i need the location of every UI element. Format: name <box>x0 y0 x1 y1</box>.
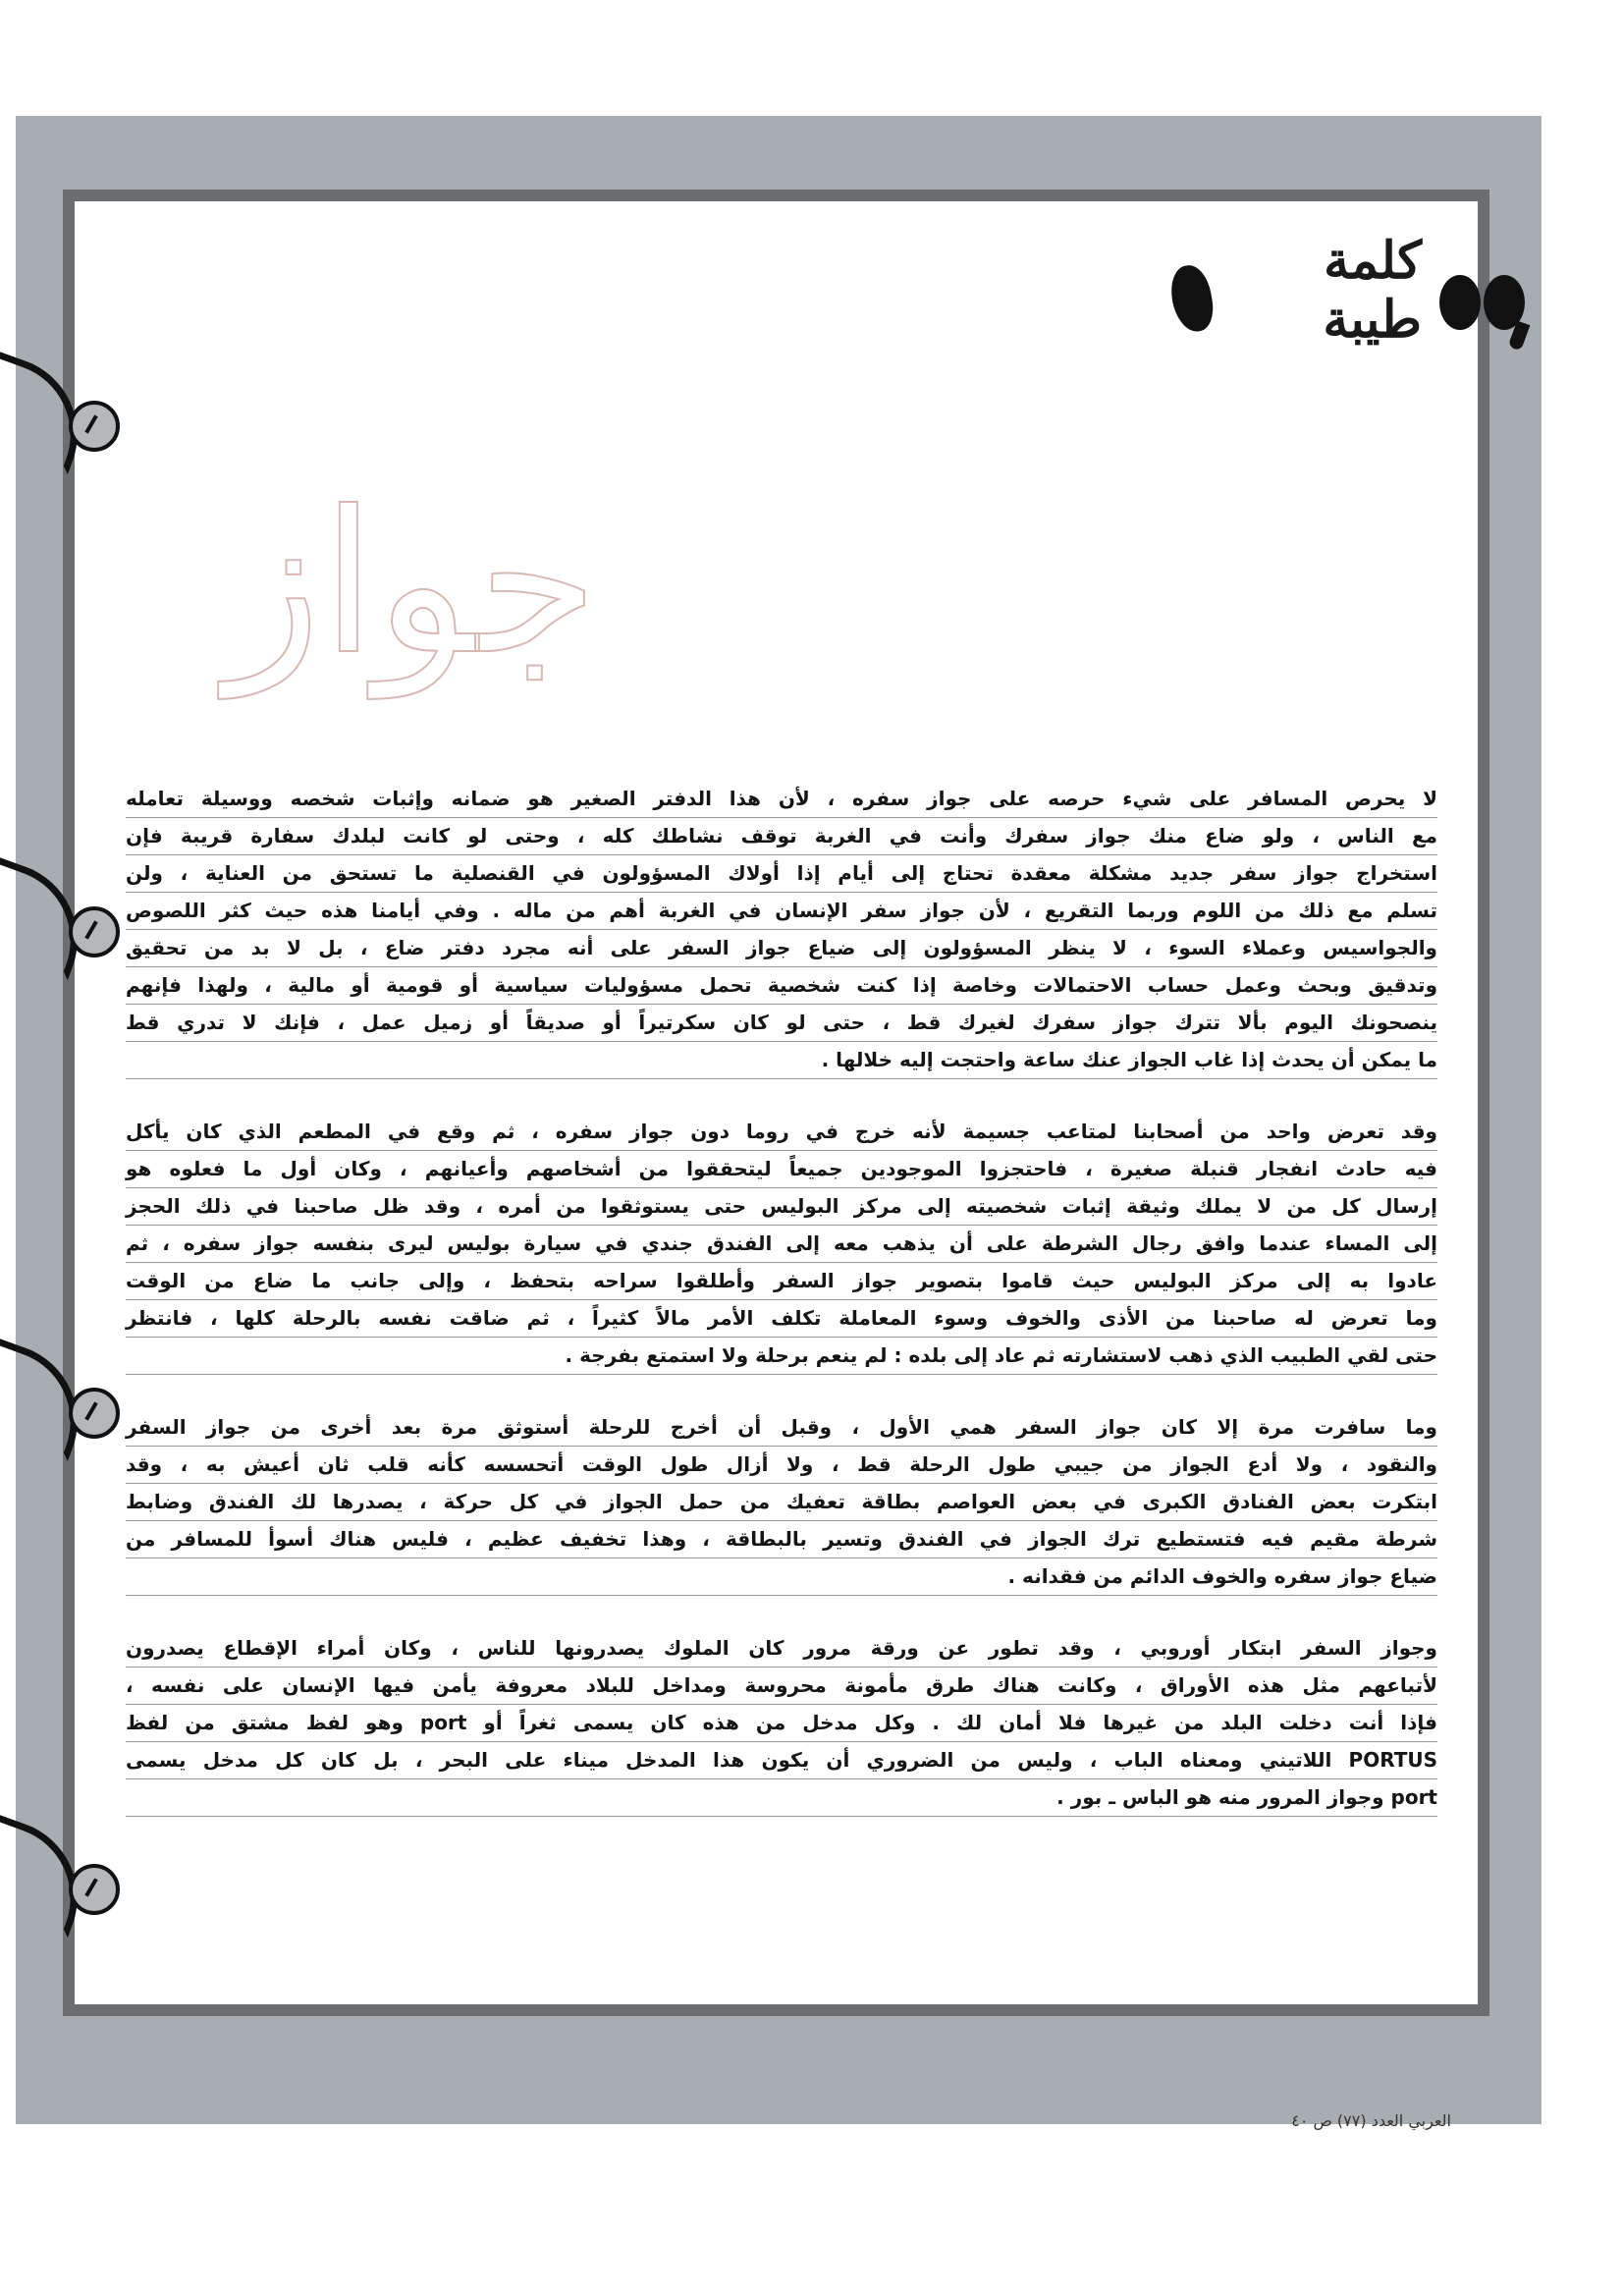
text-line: ضياع جواز سفره والخوف الدائم من فقدانه . <box>126 1558 1437 1596</box>
page-footer: العربي العدد (٧٧) ص ٤٠ <box>1291 2111 1451 2130</box>
text-line: عادوا به إلى مركز البوليس حيث قاموا بتصوير جواز السفر وأطلقوا سراحه بتحفظ ، وإلى جانب ما ضاع من الوقت <box>126 1263 1437 1300</box>
text-line: ابتكرت بعض الفنادق الكبرى في بعض العواصم بطاقة تعفيك من حمل الجواز في كل حركة ، يصدرها لك الفندق وضابط <box>126 1484 1437 1521</box>
text-line: إلى المساء عندما وافق رجال الشرطة على أن يذهب معه إلى الفندق جندي في سيارة بوليس ليرى بنفسه جواز سفره ، ثم <box>126 1226 1437 1263</box>
text-line: مع الناس ، ولو ضاع منك جواز سفرك وأنت في الغربة توقف نشاطك كله ، وحتى لو كانت لبلدك سفارة قريبة فإن <box>126 818 1437 855</box>
text-line: وتدقيق وبحث وعمل حساب الاحتمالات وخاصة إذا كنت شخصية تحمل مسؤوليات سياسية أو قومية أو مالية ، ولهذا فإنهم <box>126 967 1437 1005</box>
article-body <box>126 781 1437 1851</box>
quote-mark-left-icon <box>1166 262 1217 335</box>
text-line: وقد تعرض واحد من أصحابنا لمتاعب جسيمة لأنه خرج في روما دون جواز سفره ، ثم وقع في المطعم الذي كان يأكل <box>126 1114 1437 1151</box>
binder-ring-icon <box>0 363 128 481</box>
text-line: لأتباعهم مثل هذه الأوراق ، وكانت هناك طرق مأمونة محروسة ومداخل للبلاد معروفة يأمن فيها الإنسان على نفسه ، <box>126 1667 1437 1705</box>
article-paragraph <box>126 781 1437 1079</box>
text-line: استخراج جواز سفر جديد مشكلة معقدة تحتاج إلى أيام إذا أولاك المسؤولون في القنصلية ما تستحق من العناية ، ولن <box>126 855 1437 893</box>
text-line: والنقود ، ولا أدع الجواز من جيبي طول الرحلة قط ، ولا أزال طول الوقت أتحسسه كأنه قلب ثان أعيش به ، وقد <box>126 1447 1437 1484</box>
text-line: والجواسيس وعملاء السوء ، لا ينظر المسؤولون إلى ضياع جواز السفر على أنه مجرد دفتر ضاع ، بل لا بد من تحقيق <box>126 930 1437 967</box>
text-line: PORTUS اللاتيني ومعناه الباب ، وليس من الضروري أن يكون هذا المدخل ميناء على البحر ، بل كان كل مدخل يسمى <box>126 1742 1437 1779</box>
article-paragraph <box>126 1630 1437 1817</box>
text-line: لا يحرص المسافر على شيء حرصه على جواز سفره ، لأن هذا الدفتر الصغير هو ضمانه وإثبات شخصه ووسيلة تعامله <box>126 781 1437 818</box>
text-line: وما سافرت مرة إلا كان جواز السفر همي الأول ، وقبل أن أخرج للرحلة أستوثق مرة بعد أخرى من جواز السفر <box>126 1409 1437 1447</box>
logo-line-2: طيبة <box>1323 290 1422 350</box>
text-line: وما تعرض له صاحبنا من الأذى والخوف وسوء المعاملة تكلف الأمر مالاً كثيراً ، ثم ضاقت نفسه بالرحلة كلها ، فانتظر <box>126 1300 1437 1338</box>
binder-ring-icon <box>0 869 128 987</box>
text-line: وجواز السفر ابتكار أوروبي ، وقد تطور عن ورقة مرور كان الملوك يصدرونها للناس ، وكان أمراء الإقطاع يصدرون <box>126 1630 1437 1667</box>
text-line: حتى لقي الطبيب الذي ذهب لاستشارته ثم عاد إلى بلده : لم ينعم برحلة ولا استمتع بفرجة . <box>126 1338 1437 1375</box>
text-line: port وجواز المرور منه هو الباس ـ بور . <box>126 1779 1437 1817</box>
text-line: ينصحونك اليوم بألا تترك جواز سفرك لغيرك قط ، حتى لو كان سكرتيراً أو صديقاً أو زميل عمل ، فإنك لا تدري قط <box>126 1005 1437 1042</box>
text-line: فيه حادث انفجار قنبلة صغيرة ، فاحتجزوا الموجودين جميعاً ليتحققوا من أشخاصهم وأعيانهم ، وكان أول ما فعلوه هو <box>126 1151 1437 1188</box>
article-paragraph <box>126 1114 1437 1375</box>
article-paragraph <box>126 1409 1437 1596</box>
column-logo <box>1166 226 1520 393</box>
text-line: إرسال كل من لا يملك وثيقة إثبات شخصيته إلى مركز البوليس حتى يستوثقوا من أمره ، وقد ظل صاحبنا في ذلك الحجز <box>126 1188 1437 1226</box>
text-line: ما يمكن أن يحدث إذا غاب الجواز عنك ساعة واحتجت إليه خلالها . <box>126 1042 1437 1079</box>
logo-line-1: كلمة <box>1324 231 1422 291</box>
text-line: شرطة مقيم فيه فتستطيع ترك الجواز في الفندق وتسير بالبطاقة ، وهذا تخفيف عظيم ، فليس هناك أسوأ للمسافر من <box>126 1521 1437 1558</box>
text-line: فإذا أنت دخلت البلد من غيرها فلا أمان لك . وكل مدخل من هذه كان يسمى ثغراً أو port وهو لفظ مشتق من لفظ <box>126 1705 1437 1742</box>
binder-ring-icon <box>0 1350 128 1468</box>
column-logo-text <box>1323 232 1422 350</box>
text-line: تسلم مع ذلك من اللوم وربما التقريع ، لأن جواز سفر الإنسان في الغربة أهم من ماله . وفي أيامنا هذه حيث كثر اللصوص <box>126 893 1437 930</box>
article-title: جواز <box>226 469 599 698</box>
binder-ring-icon <box>0 1827 128 1944</box>
quote-mark-right-icon <box>1439 275 1481 330</box>
